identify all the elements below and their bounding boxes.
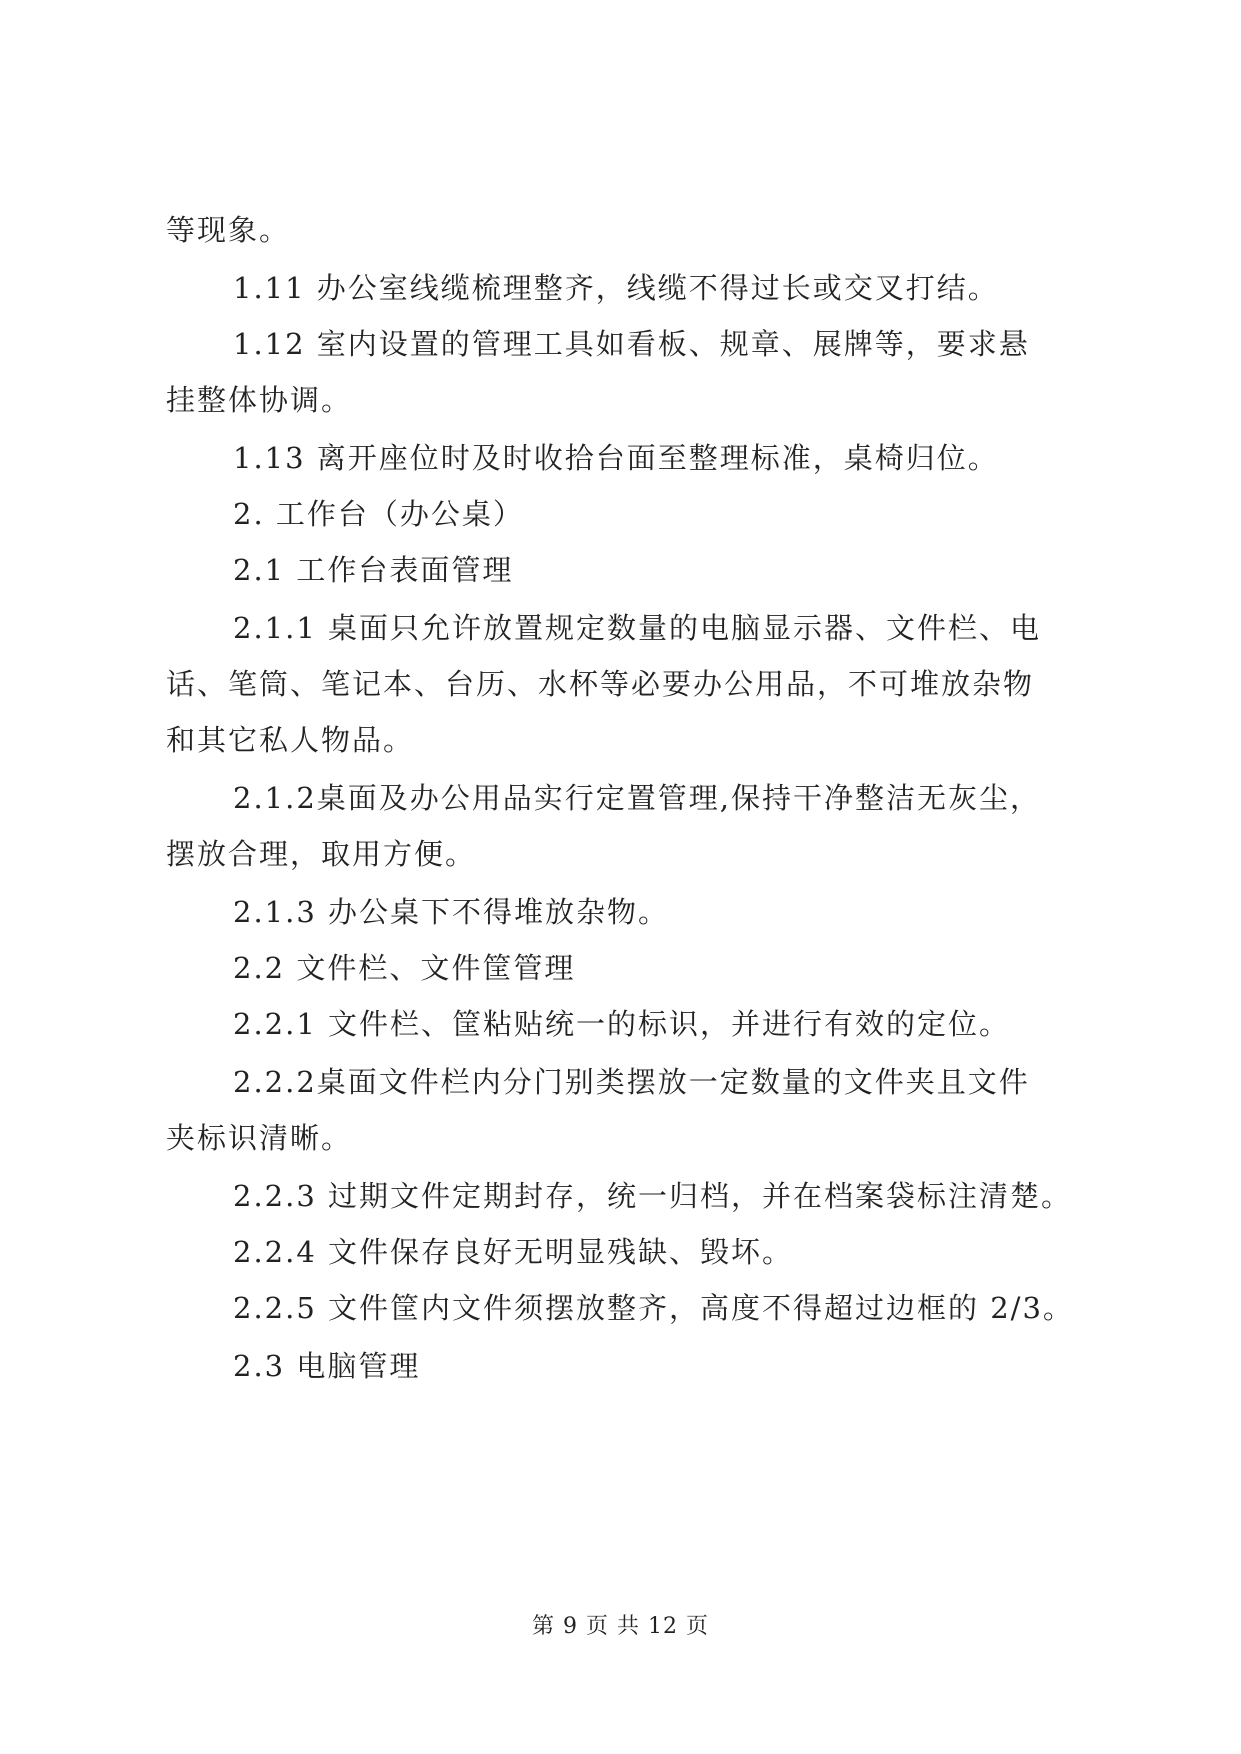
text-line: 2.3 电脑管理: [233, 1349, 421, 1383]
section-heading: [0, 948, 1241, 988]
paragraph-line: [0, 268, 1241, 308]
text-line: 2.1 工作台表面管理: [233, 553, 514, 587]
text-line: 2.2.4 文件保存良好无明显残缺、毁坏。: [233, 1235, 794, 1269]
paragraph-line: [0, 664, 1241, 704]
text-line: 夹标识清晰。: [166, 1121, 353, 1155]
text-line: 2.1.1 桌面只允许放置规定数量的电脑显示器、文件栏、电: [233, 611, 1042, 645]
section-heading: [0, 1346, 1241, 1386]
page-footer: 第 9 页 共 12 页: [532, 1614, 709, 1639]
text-line: 2. 工作台（办公桌）: [233, 497, 524, 531]
paragraph-line: [0, 608, 1241, 648]
text-line: 和其它私人物品。: [166, 723, 415, 757]
section-heading: [0, 550, 1241, 590]
paragraph-line: [0, 1118, 1241, 1158]
text-line: 挂整体协调。: [166, 383, 353, 417]
text-line: 摆放合理，取用方便。: [166, 837, 477, 871]
text-line: 1.11 办公室线缆梳理整齐，线缆不得过长或交叉打结。: [233, 271, 999, 305]
paragraph-line: [0, 1232, 1241, 1272]
text-line: 2.1.2桌面及办公用品实行定置管理,保持干净整洁无灰尘，: [233, 781, 1042, 815]
text-line: 等现象。: [166, 213, 291, 247]
text-line: 2.2 文件栏、文件筐管理: [233, 951, 576, 985]
paragraph-line: [0, 834, 1241, 874]
text-line: 1.12 室内设置的管理工具如看板、规章、展牌等，要求悬: [233, 327, 1030, 361]
paragraph-line: [0, 778, 1241, 818]
paragraph-line: [0, 1062, 1241, 1102]
paragraph-line: [0, 438, 1241, 478]
paragraph-line: [0, 1288, 1241, 1328]
paragraph-line: [0, 324, 1241, 364]
paragraph-line: [0, 1176, 1241, 1216]
text-line: 2.2.1 文件栏、筐粘贴统一的标识，并进行有效的定位。: [233, 1007, 1011, 1041]
text-line: 话、笔筒、笔记本、台历、水杯等必要办公用品，不可堆放杂物: [166, 667, 1035, 701]
text-line: 1.13 离开座位时及时收拾台面至整理标准，桌椅归位。: [233, 441, 999, 475]
section-heading: [0, 494, 1241, 534]
text-line: 2.1.3 办公桌下不得堆放杂物。: [233, 895, 670, 929]
text-line: 2.2.5 文件筐内文件须摆放整齐，高度不得超过边框的 2/3。: [233, 1291, 1074, 1325]
paragraph-line: [0, 1004, 1241, 1044]
paragraph-line: [0, 720, 1241, 760]
text-line: 2.2.3 过期文件定期封存，统一归档，并在档案袋标注清楚。: [233, 1179, 1073, 1213]
text-line: 2.2.2桌面文件栏内分门别类摆放一定数量的文件夹且文件: [233, 1065, 1030, 1099]
paragraph-line: [0, 892, 1241, 932]
paragraph-line: [0, 380, 1241, 420]
paragraph-line: [0, 210, 1241, 250]
